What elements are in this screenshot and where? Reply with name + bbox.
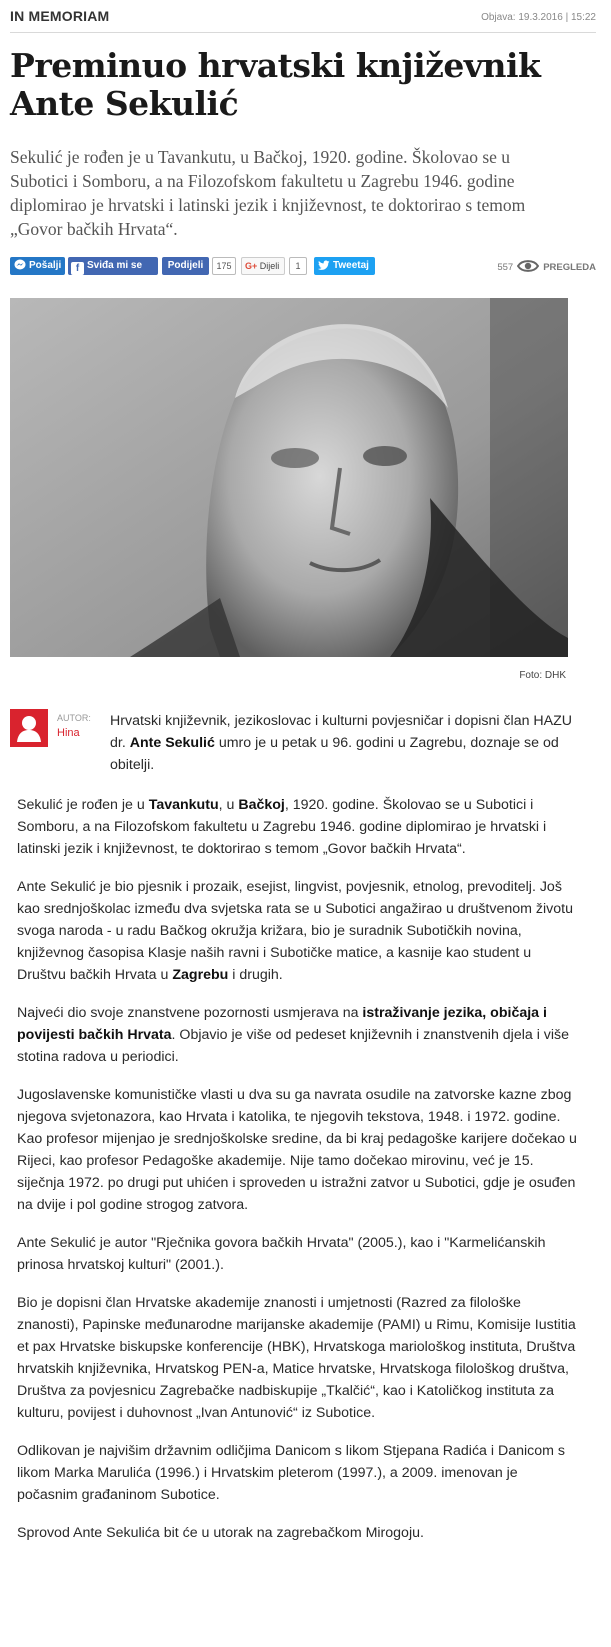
paragraph-text: Sekulić je rođen je u: [17, 797, 149, 813]
messenger-send-button[interactable]: [10, 257, 65, 275]
facebook-like-button[interactable]: [68, 257, 158, 275]
view-counter: [497, 259, 596, 276]
bold-link[interactable]: Tavankutu: [148, 797, 219, 813]
views-label: PREGLEDA: [543, 262, 596, 273]
intro-text: umro je u petak u 96. godini u Zagrebu, doznaje se od obitelji.: [110, 735, 559, 773]
publish-date: Objava: 19.3.2016 | 15:22: [481, 12, 596, 23]
author-label: AUTOR:: [57, 713, 91, 723]
author-avatar-icon: [10, 709, 48, 747]
bold-link[interactable]: istraživanje jezika, običaja i povijesti bačkih Hrvata: [17, 1005, 547, 1043]
body-paragraph: [17, 1002, 579, 1068]
author-name-link[interactable]: Hina: [57, 727, 80, 739]
facebook-share-count: 175: [212, 257, 236, 275]
intro-bold-name: Ante Sekulić: [129, 735, 215, 751]
portrait-image: [10, 298, 568, 657]
views-count: 557: [497, 262, 514, 273]
google-plus-share-button[interactable]: [241, 257, 285, 275]
paragraph-text: Ante Sekulić je bio pjesnik i prozaik, esejist, lingvist, povjesnik, etnolog, prevoditelj. Još kao srednjoškolac između dva svjetska rata se u Subotici angažirao u društvenom životu svoga naroda - u radu Bačkog okružja križara, bio je suradnik Subotičkih novina, književnog časopisa Klasje naših ravni i Subotičke matice, a kasnije kao student u Društvu bačkih Hrvata u: [17, 879, 573, 983]
body-paragraph: [17, 876, 579, 986]
google-plus-count: 1: [289, 257, 307, 275]
author-box: [10, 709, 110, 749]
share-bar: [10, 257, 596, 277]
facebook-share-button[interactable]: [162, 257, 209, 275]
article-body: [17, 794, 579, 1560]
paragraph-text: , u: [218, 797, 239, 813]
article-title: Preminuo hrvatski književnik Ante Sekulić: [10, 46, 541, 123]
body-paragraph: Ante Sekulić je autor "Rječnika govora bačkih Hrvata" (2005.), kao i "Karmelićanskih prinosa hrvatskoj kulturi" (2001.).: [17, 1235, 546, 1273]
messenger-send-label: Pošalji: [29, 260, 62, 271]
eye-icon: [517, 259, 539, 276]
article-intro-paragraph: [110, 710, 575, 776]
twitter-bird-icon: [317, 260, 330, 273]
body-paragraph: Sprovod Ante Sekulića bit će u utorak na zagrebačkom Mirogoju.: [17, 1525, 424, 1541]
section-label[interactable]: IN MEMORIAM: [10, 8, 110, 24]
facebook-like-label: Sviđa mi se: [87, 260, 143, 271]
bold-link[interactable]: Zagrebu: [172, 967, 229, 983]
messenger-icon: [13, 259, 26, 272]
body-paragraph: Odlikovan je najvišim državnim odličjima Danicom s likom Stjepana Radića i Danicom s likom Marka Marulića (1996.) i Hrvatskim pleterom (1997.), a 2009. imenovan je počasnim građaninom Subotice.: [17, 1443, 565, 1503]
article-lead: Sekulić je rođen je u Tavankutu, u Bačkoj, 1920. godine. Školovao se u Subotici i Somboru, a na Filozofskom fakultetu u Zagrebu 1946. godine diplomirao je hrvatski i latinski jezik i književnost, te doktorirao s temom „Govor bačkih Hrvata“.: [10, 147, 526, 239]
intro-text: Hrvatski književnik, jezikoslovac i kulturni povjesničar i dopisni član HAZU dr.: [110, 713, 573, 751]
photo-credit: Foto: DHK: [519, 670, 566, 681]
tweet-label: Tweetaj: [333, 260, 369, 271]
paragraph-text: , 1920. godine. Školovao se u Subotici i Somboru, a na Filozofskom fakultetu u Zagrebu 1946. godine diplomirao je hrvatski i latinski jezik i književnost, te doktorirao s temom „Govor bačkih Hrvata“.: [17, 797, 547, 857]
facebook-icon: f: [71, 262, 84, 275]
paragraph-text: Najveći dio svoje znanstvene pozornosti usmjerava na: [17, 1005, 363, 1021]
body-paragraph: [17, 794, 579, 860]
google-plus-label: Dijeli: [259, 261, 280, 271]
body-paragraph: Jugoslavenske komunističke vlasti u dva su ga navrata osudile na zatvorske kazne zbog njegova svjetonazora, kao Hrvata i katolika, te njegovih tekstova, 1948. i 1972. godine. Kao profesor mijenjao je srednjoškolske sredine, da bi kraj pedagoške karijere dočekao u Rijeci, kao profesor Pedagoške akademije. Nije tamo dočekao mirovinu, već je 15. siječnja 1972. po drugi put uhićen i sproveden u istražni zatvor u Subotici, gdje je osuđen na dvije i pol godine strogog zatvora.: [17, 1087, 577, 1213]
facebook-share-label: Podijeli: [167, 260, 204, 271]
google-plus-icon: G+: [245, 261, 258, 271]
body-paragraph: Bio je dopisni član Hrvatske akademije znanosti i umjetnosti (Razred za filološke znanosti), Papinske međunarodne marijanske akademije (PAMI) u Rimu, Komisije Iustitia et pax Hrvatske biskupske konferencije (HBK), Hrvatskoga mariološkog instituta, Društva hrvatskih književnika, Hrvatskog PEN-a, Matice hrvatske, Hrvatskoga filološkog društva, Društva za povjesnicu Zagrebačke nadbiskupije „Tkalčić“, kao i Katoličkog instituta za kulturu, povijest i duhovnost „Ivan Antunović“ iz Subotice.: [17, 1295, 576, 1421]
tweet-button[interactable]: [314, 257, 375, 275]
article-photo: [10, 298, 568, 657]
bold-link[interactable]: Bačkoj: [238, 797, 285, 813]
paragraph-text: . Objavio je više od pedeset književnih i znanstvenih djela i više stotina radova u periodici.: [17, 1027, 570, 1065]
top-bar: [10, 8, 596, 33]
paragraph-text: i drugih.: [228, 967, 283, 983]
